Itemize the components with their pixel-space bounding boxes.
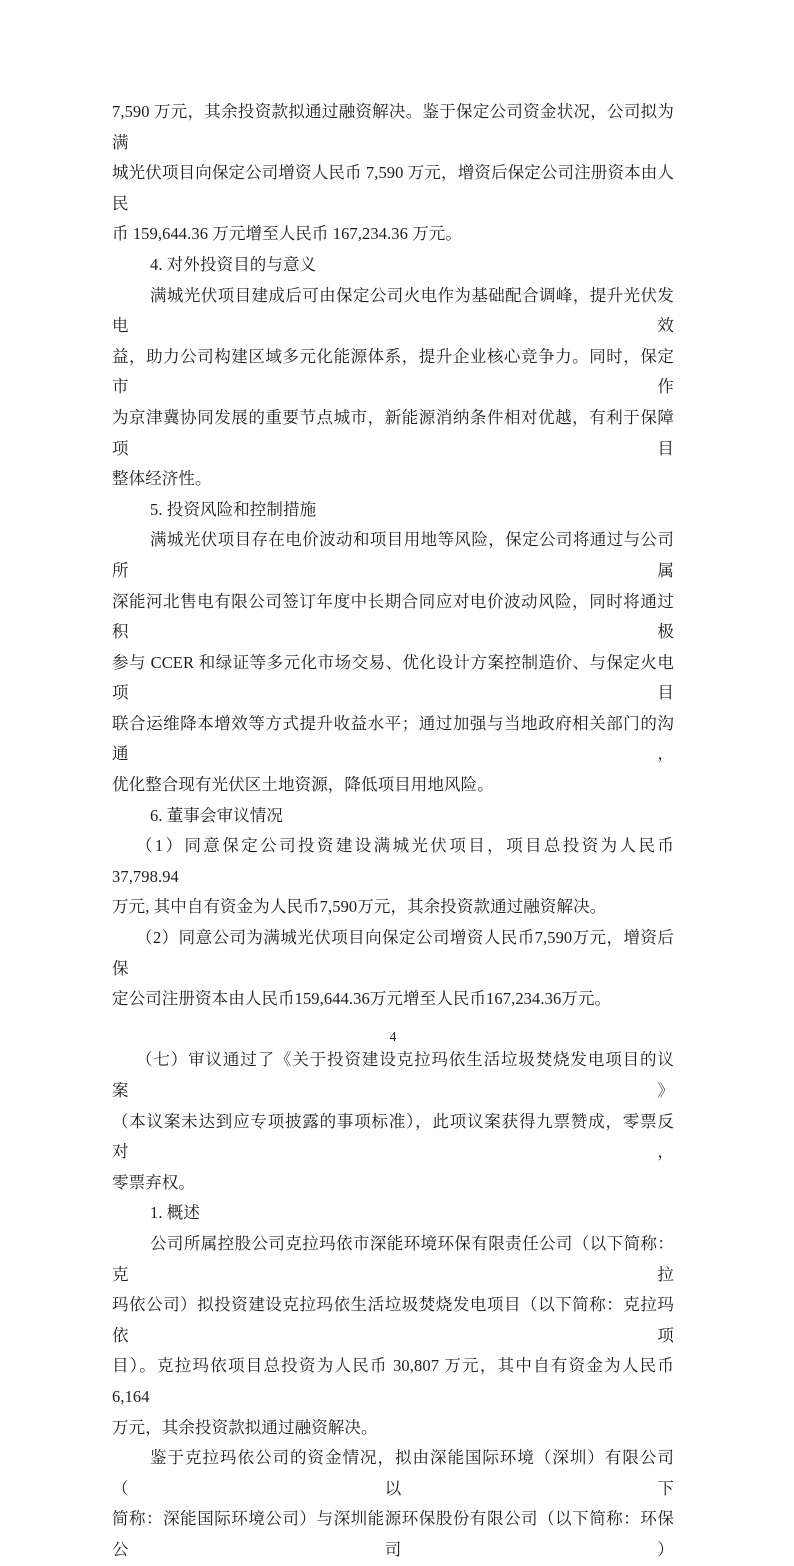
text-line: （2）同意公司为满城光伏项目向保定公司增资人民币7,590万元，增资后保 [112,928,674,978]
text-line: 万元，其余投资款拟通过融资解决。 [112,1417,378,1437]
text-line: 联合运维降本增效等方式提升收益水平；通过加强与当地政府相关部门的沟通， [112,713,674,764]
text-line: 深能河北售电有限公司签订年度中长期合同应对电价波动风险，同时将通过积极 [112,591,674,642]
text-line: 1. 概述 [150,1203,200,1223]
text-line: （七）审议通过了《关于投资建设克拉玛依生活垃圾焚烧发电项目的议案》 [112,1050,674,1100]
text-line: 参与 CCER 和绿证等多元化市场交易、优化设计方案控制造价、与保定火电项目 [112,652,674,703]
text-line: 优化整合现有光伏区土地资源，降低项目用地风险。 [112,775,494,795]
text-line: （本议案未达到应专项披露的事项标准），此项议案获得九票赞成，零票反对， [112,1111,674,1162]
text-line: 目）。克拉玛依项目总投资为人民币 30,807 万元，其中自有资金为人民币 6,164 [112,1356,674,1406]
text-line: 城光伏项目向保定公司增资人民币 7,590 万元，增资后保定公司注册资本由人民 [112,163,674,213]
text-line: （1）同意保定公司投资建设满城光伏项目，项目总投资为人民币37,798.94 [112,836,674,886]
text-line: 币 159,644.36 万元增至人民币 167,234.36 万元。 [112,224,462,244]
text-line: 满城光伏项目建成后可由保定公司火电作为基础配合调峰，提升光伏发电效 [112,285,674,336]
text-line: 玛依公司）拟投资建设克拉玛依生活垃圾焚烧发电项目（以下简称：克拉玛依项 [112,1295,674,1345]
text-line: 5. 投资风险和控制措施 [150,499,317,519]
text-line: 满城光伏项目存在电价波动和项目用地等风险，保定公司将通过与公司所属 [112,530,674,580]
text-line: 整体经济性。 [112,469,212,489]
text-line: 鉴于克拉玛依公司的资金情况，拟由深能国际环境（深圳）有限公司（以下 [112,1448,674,1498]
text-line: 益，助力公司构建区域多元化能源体系，提升企业核心竞争力。同时，保定市作 [112,346,674,397]
text-line: 4. 对外投资目的与意义 [150,254,317,274]
text-line: 定公司注册资本由人民币159,644.36万元增至人民币167,234.36万元。 [112,989,612,1009]
page-number: 4 [389,1029,397,1044]
document-body-text [112,97,674,1566]
text-line: 6. 董事会审议情况 [150,805,283,825]
text-line: 万元, 其中自有资金为人民币7,590万元，其余投资款通过融资解决。 [112,897,607,917]
text-line: 为京津冀协同发展的重要节点城市，新能源消纳条件相对优越，有利于保障项目 [112,407,674,458]
text-line: 零票弃权。 [112,1172,195,1192]
text-line: 公司所属控股公司克拉玛依市深能环境环保有限责任公司（以下简称：克拉 [112,1233,674,1284]
text-line: 简称：深能国际环境公司）与深圳能源环保股份有限公司（以下简称：环保公司） [112,1509,674,1559]
text-line: 7,590 万元，其余投资款拟通过融资解决。鉴于保定公司资金状况，公司拟为满 [112,102,674,152]
